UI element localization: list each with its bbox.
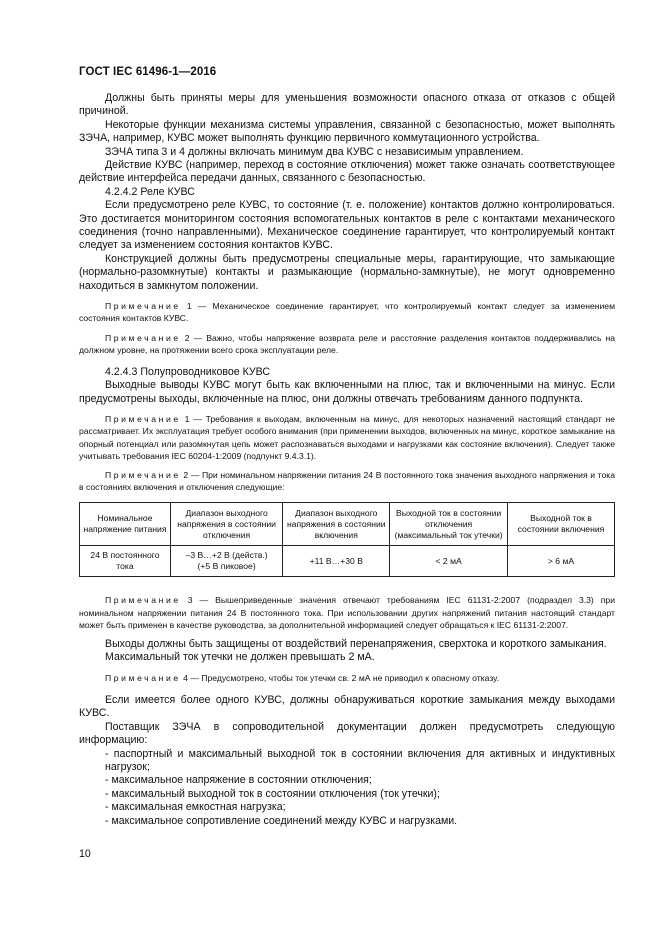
page-number: 10	[79, 848, 91, 860]
table-cell: 24 В постоянного тока	[80, 546, 171, 577]
list-item: - максимальный выходной ток в состоянии отключения (ток утечки);	[105, 787, 440, 800]
table-header-cell: Выходной ток в состоянии отключения (максимальный ток утечки)	[390, 503, 508, 546]
cell-line: (+5 В пиковое)	[197, 561, 256, 572]
note-label: Примечание	[105, 469, 181, 480]
table-cell: > 6 мА	[507, 546, 614, 577]
note-label: Примечание	[105, 672, 181, 683]
list-item: - паспортный и максимальный выходной ток в состоянии включения для активных и индуктивных нагрузок;	[105, 747, 615, 773]
note-text: 4 — Предусмотрено, чтобы ток утечки св. 2 мА не приводил к опасному отказу.	[180, 672, 499, 683]
note-label: Примечание	[105, 332, 181, 343]
list-item: - максимальное напряжение в состоянии отключения;	[105, 774, 372, 787]
output-values-table	[79, 502, 615, 577]
note-text: 3 — Вышеприведенные значения отвечают требованиям IEC 61131-2:2007 (подраздел 3.3) при номинальном напряжении питания 24 В постоянного тока. При использовании других напряжений питания настоящий стандарт может быть применен в качестве руководства, за дополнительной информацией следует обращаться к IEC 61131-2:2007.	[79, 595, 615, 630]
document-header: ГОСТ IEC 61496-1—2016	[79, 66, 217, 78]
table-cell	[170, 546, 282, 577]
note	[79, 469, 615, 493]
note	[79, 332, 615, 356]
note	[79, 594, 615, 631]
page-body	[79, 92, 615, 828]
paragraph: Некоторые функции механизма системы управления, связанной с безопасностью, может выполнять ЗЭЧА, например, КУВС может выполнять функцию первичного коммутационного устройства.	[79, 118, 615, 145]
paragraph: Выходные выводы КУВС могут быть как включенными на плюс, так и включенными на минус. Если предусмотрены выходы, включенные на плюс, они должны отвечать требованиям данного подпункта.	[79, 379, 615, 405]
paragraph: Максимальный ток утечки не должен превышать 2 мА.	[105, 651, 375, 664]
paragraph: ЗЭЧА типа 3 и 4 должны включать минимум два КУВС с независимым управлением.	[105, 145, 524, 158]
list-item: - максимальное сопротивление соединений между КУВС и нагрузками.	[105, 814, 458, 827]
note	[79, 672, 615, 684]
paragraph: Конструкцией должны быть предусмотрены специальные меры, гарантирующие, что замыкающие (нормально-разомкнутые) контакты и размыкающие (нормально-замкнутые), не могут одновременно находиться в замкнутом положении.	[79, 252, 615, 292]
note	[79, 413, 615, 462]
table-header-row	[80, 503, 615, 546]
table-cell: < 2 мА	[390, 546, 508, 577]
paragraph: Поставщик ЗЭЧА в сопроводительной документации должен предусмотреть следующую информацию:	[79, 720, 615, 747]
paragraph: Если имеется более одного КУВС, должны обнаруживаться короткие замыкания между выходами КУВС.	[79, 693, 615, 720]
note-text: 2 — Важно, чтобы напряжение возврата реле и расстояние разделения контактов поддерживались на должном уровне, на протяжении всего срока эксплуатации реле.	[79, 332, 615, 355]
table-row	[80, 546, 615, 577]
list-item: - максимальная емкостная нагрузка;	[105, 801, 286, 814]
note-label: Примечание	[105, 414, 181, 425]
note-label: Примечание	[105, 595, 181, 606]
table-header-cell: Выходной ток в состоянии включения	[507, 503, 614, 546]
paragraph: Действие КУВС (например, переход в состояние отключения) может также означать соответствующее действие интерфейса передачи данных, связанного с безопасностью.	[79, 159, 615, 185]
note-text: 2 — При номинальном напряжении питания 24 В постоянного тока значения выходного напряжения и тока в состояниях включения и отключения следующие:	[79, 469, 615, 493]
note-text: 1 — Требования к выходам, включенным на минус, для некоторых назначений настоящий стандарт не рассматривает. Их эксплуатация требует особого внимания (при применении выходов, включенных на минус, короткое замыкание на опорный потенциал или разомкнутая цепь может распознаваться выходами и нагрузками как состояние включения). Следует также учитывать требования IEC 60204-1:2009 (подпункт 9.4.3.1).	[79, 414, 615, 461]
cell-line: –3 В…+2 В (действ.)	[185, 550, 268, 561]
paragraph: Выходы должны быть защищены от воздействий перенапряжения, сверхтока и короткого замыкания.	[105, 637, 607, 650]
section-heading-4242: 4.2.4.2 Реле КУВС	[105, 185, 195, 198]
note	[79, 300, 615, 324]
note-label: Примечание	[105, 301, 181, 312]
paragraph: Если предусмотрено реле КУВС, то состояние (т. е. положение) контактов должно контролироваться. Это достигается мониторингом состояния вспомогательных контактов в реле с контактами механического соединения (точно направленными). Механическое соединение гарантирует, что контролируемый контакт следует за изменением состояния контактов КУВС.	[79, 199, 615, 252]
note-text: 1 — Механическое соединение гарантирует, что контролируемый контакт следует за изменением состояния контактов КУВС.	[79, 301, 615, 324]
section-heading-4243: 4.2.4.3 Полупроводниковое КУВС	[105, 365, 270, 378]
paragraph: Должны быть приняты меры для уменьшения возможности опасного отказа от отказов с общей причиной.	[79, 92, 615, 118]
table-header-cell: Диапазон выходного напряжения в состоянии отключения	[170, 503, 282, 546]
table-cell: +11 В…+30 В	[283, 546, 390, 577]
table-header-cell: Диапазон выходного напряжения в состоянии включения	[283, 503, 390, 546]
table-header-cell: Номинальное напряжение питания	[80, 503, 171, 546]
